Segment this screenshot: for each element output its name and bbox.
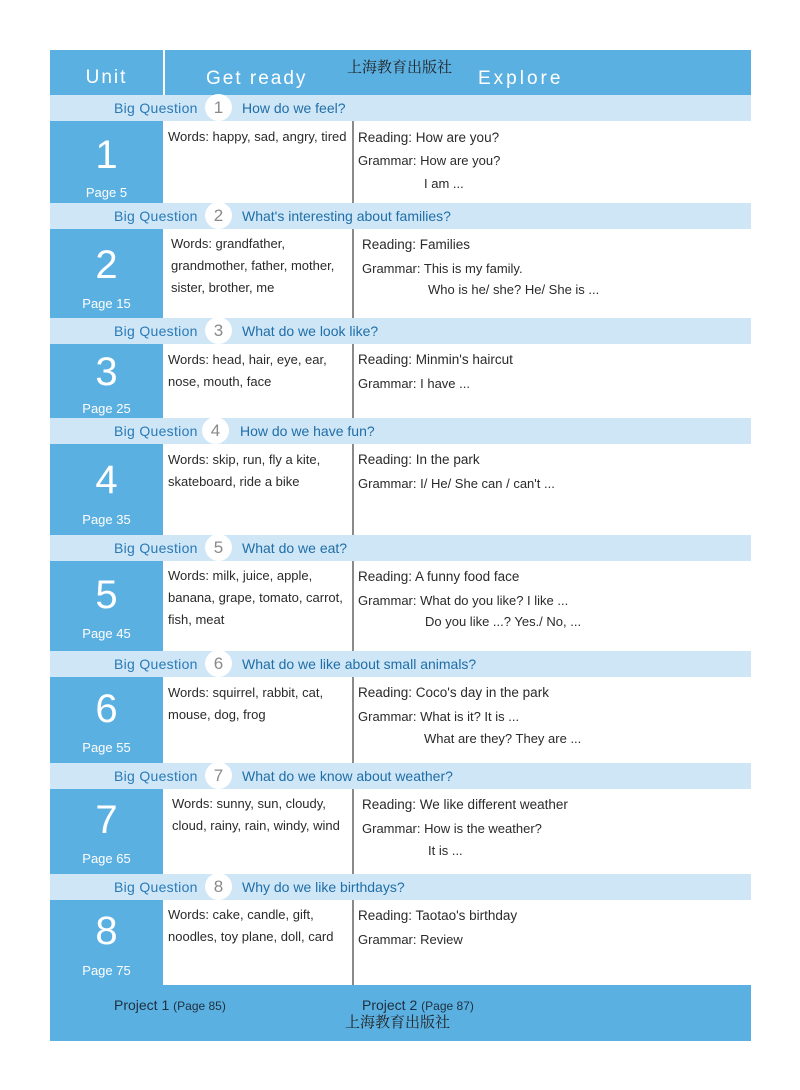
column-divider — [352, 900, 354, 985]
big-question-label: Big Question — [114, 100, 198, 116]
big-question-text: What's interesting about families? — [242, 208, 451, 224]
big-question-bar — [50, 874, 751, 900]
words-cell: Words: sunny, sun, cloudy, cloud, rainy, rain, windy, wind — [172, 796, 340, 833]
unit-page-link[interactable]: Page 35 — [82, 512, 131, 527]
grammar-text: Grammar: I have ... — [358, 376, 470, 391]
unit-page-link[interactable]: Page 15 — [82, 296, 131, 311]
reading-text: Reading: In the park — [358, 452, 480, 467]
words-cell: Words: skip, run, fly a kite, skateboard, ride a bike — [168, 452, 321, 489]
column-divider — [352, 229, 354, 318]
project-1-link[interactable] — [114, 997, 226, 1013]
words-cell: Words: grandfather, grandmother, father, mother, sister, brother, me — [171, 236, 335, 295]
grammar-text: Grammar: Review — [358, 932, 463, 947]
unit-cell — [50, 121, 163, 203]
unit-page-link[interactable]: Page 75 — [82, 963, 131, 978]
unit-cell — [50, 444, 163, 535]
unit-number: 4 — [95, 458, 118, 502]
question-number-badge: 6 — [205, 650, 232, 677]
big-question-bar — [50, 651, 751, 677]
reading-text: Reading: Families — [362, 237, 471, 252]
question-number-badge: 5 — [205, 534, 232, 561]
project-2-page: (Page 87) — [421, 999, 474, 1013]
project-1-title: Project 1 — [114, 997, 170, 1013]
column-divider — [352, 344, 354, 418]
column-divider — [352, 677, 354, 763]
big-question-label: Big Question — [114, 423, 198, 439]
big-question-bar — [50, 203, 751, 229]
grammar-text: Grammar: This is my family. — [362, 261, 523, 276]
unit-row — [50, 677, 751, 763]
unit-row — [50, 344, 751, 418]
words-cell: Words: squirrel, rabbit, cat, mouse, dog, frog — [168, 685, 324, 722]
reading-text: Reading: Taotao's birthday — [358, 908, 518, 923]
words-cell: Words: head, hair, eye, ear, nose, mouth, face — [168, 352, 327, 389]
unit-row — [50, 561, 751, 651]
unit-row — [50, 900, 751, 985]
unit-number: 3 — [95, 350, 118, 394]
grammar-text-2: What are they? They are ... — [424, 731, 582, 746]
publisher-watermark-bottom: 上海教育出版社 — [345, 1013, 451, 1031]
big-question-label: Big Question — [114, 540, 198, 556]
big-question-text: How do we feel? — [242, 100, 346, 116]
unit-row — [50, 121, 751, 203]
grammar-text: Grammar: What is it? It is ... — [358, 709, 520, 724]
grammar-text-2: It is ... — [428, 843, 463, 858]
contents-table — [50, 50, 751, 1041]
unit-cell — [50, 789, 163, 874]
unit-page-link[interactable]: Page 25 — [82, 401, 131, 416]
header-divider — [163, 50, 165, 95]
publisher-watermark-top: 上海教育出版社 — [347, 58, 453, 76]
reading-text: Reading: We like different weather — [362, 797, 568, 812]
unit-cell — [50, 561, 163, 651]
grammar-text: Grammar: What do you like? I like ... — [358, 593, 569, 608]
words-cell: Words: cake, candle, gift, noodles, toy plane, doll, card — [168, 907, 334, 944]
big-question-text: How do we have fun? — [240, 423, 375, 439]
big-question-label: Big Question — [114, 768, 198, 784]
column-divider — [352, 121, 354, 203]
grammar-text: Grammar: I/ He/ She can / can't ... — [358, 476, 555, 491]
project-2-title: Project 2 — [362, 997, 418, 1013]
big-question-bar — [50, 763, 751, 789]
column-divider — [352, 444, 354, 535]
reading-text: Reading: How are you? — [358, 130, 500, 145]
question-number-badge: 1 — [205, 94, 232, 121]
unit-row — [50, 444, 751, 535]
grammar-text-2: Who is he/ she? He/ She is ... — [428, 282, 600, 297]
question-number-badge: 2 — [205, 202, 232, 229]
unit-cell — [50, 900, 163, 985]
big-question-label: Big Question — [114, 879, 198, 895]
unit-cell — [50, 344, 163, 418]
big-question-bar — [50, 418, 751, 444]
column-divider — [352, 789, 354, 874]
unit-row — [50, 229, 751, 318]
big-question-label: Big Question — [114, 323, 198, 339]
column-divider — [352, 561, 354, 651]
project-1-page: (Page 85) — [173, 999, 226, 1013]
words-cell: Words: milk, juice, apple, banana, grape, tomato, carrot, fish, meat — [168, 568, 343, 627]
unit-page-link[interactable]: Page 55 — [82, 740, 131, 755]
question-number-badge: 3 — [205, 317, 232, 344]
big-question-label: Big Question — [114, 208, 198, 224]
unit-page-link[interactable]: Page 5 — [85, 185, 128, 200]
unit-number: 1 — [95, 133, 118, 177]
big-question-text: What do we look like? — [242, 323, 379, 339]
projects-footer — [50, 985, 751, 1041]
big-question-label: Big Question — [114, 656, 198, 672]
unit-cell — [50, 229, 163, 318]
unit-number: 5 — [95, 573, 118, 617]
grammar-text-2: I am ... — [424, 176, 464, 191]
grammar-text-2: Do you like ...? Yes./ No, ... — [425, 614, 582, 629]
unit-number: 2 — [95, 243, 118, 287]
header-unit: Unit — [85, 67, 128, 88]
grammar-text: Grammar: How is the weather? — [362, 821, 542, 836]
words-cell: Words: happy, sad, angry, tired — [168, 129, 347, 144]
reading-text: Reading: Minmin's haircut — [358, 352, 513, 367]
unit-page-link[interactable]: Page 45 — [82, 626, 131, 641]
unit-number: 6 — [95, 687, 118, 731]
header-get-ready: Get ready — [206, 68, 308, 89]
unit-page-link[interactable]: Page 65 — [82, 851, 131, 866]
header-explore: Explore — [478, 68, 564, 89]
big-question-text: What do we eat? — [242, 540, 348, 556]
unit-number: 7 — [95, 798, 118, 842]
big-question-bar — [50, 535, 751, 561]
question-number-badge: 8 — [205, 873, 232, 900]
big-question-text: What do we know about weather? — [242, 768, 453, 784]
question-number-badge: 4 — [202, 417, 229, 444]
question-number-badge: 7 — [205, 762, 232, 789]
reading-text: Reading: A funny food face — [358, 569, 520, 584]
big-question-text: What do we like about small animals? — [242, 656, 477, 672]
unit-number: 8 — [95, 909, 118, 953]
big-question-bar — [50, 318, 751, 344]
grammar-text: Grammar: How are you? — [358, 153, 501, 168]
unit-cell — [50, 677, 163, 763]
unit-row — [50, 789, 751, 874]
big-question-text: Why do we like birthdays? — [242, 879, 405, 895]
big-question-bar — [50, 95, 751, 121]
reading-text: Reading: Coco's day in the park — [358, 685, 549, 700]
